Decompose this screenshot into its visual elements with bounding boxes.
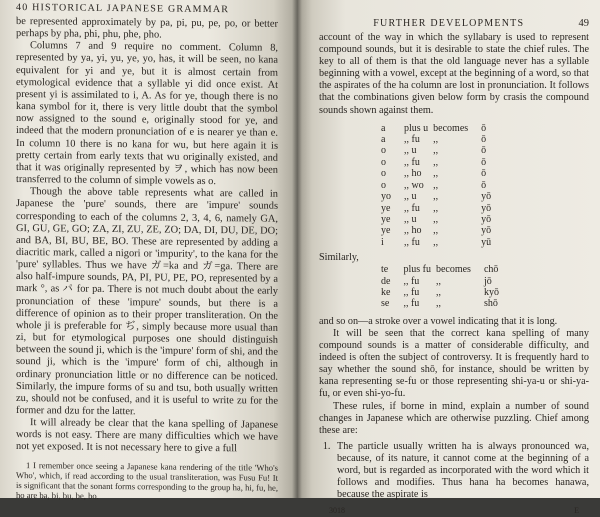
- table-a-cell: o: [381, 179, 386, 191]
- table-a-cell: ye: [381, 213, 391, 225]
- page-footer: [319, 505, 589, 517]
- table-a-cell: ,, fu: [404, 236, 420, 248]
- rule-item-1: 1. The particle usually written ha is always pronounced wa, because, of its nature, it cannot come at the beginning of a word, but is regarded as incorporated with the word which it follows and modifies. Thus hana ha becomes hanawa, because the aspirate is: [333, 441, 589, 501]
- right-intro-paragraph: account of the way in which the syllabary is used to represent compound sounds, but it is desirable to state the chief rules. The key to all of them is that the old language never has a syllable beginning with a vowel, except at the beginning of a word, so that the aspirates of the ha column are lost in pronunciation. It follows that the combinations given below form by crasis the compound sounds shown against them.: [319, 32, 589, 116]
- table-b-cell: chō: [483, 264, 499, 276]
- table-b-cell: ,, fu: [403, 298, 420, 310]
- vowel-combination-table: [381, 123, 496, 248]
- table-a-cell: ,,: [433, 236, 439, 248]
- table-a-row: [381, 214, 496, 225]
- table-a-cell: plus u: [404, 122, 429, 134]
- table-b-cell: ,, fu: [403, 275, 420, 287]
- right-paragraph-after-3: These rules, if borne in mind, explain a number of sound changes in Japanese which are otherwise puzzling. Chief among these are:: [319, 400, 589, 436]
- table-a-cell: o: [381, 156, 386, 168]
- table-a-cell: o: [381, 145, 386, 157]
- table-a-cell: ō: [481, 156, 487, 168]
- table-a-cell: ,, wo: [404, 179, 424, 191]
- right-page: [297, 0, 600, 516]
- table-a-cell: a: [381, 134, 386, 146]
- table-a-row: [381, 237, 496, 248]
- table-a-cell: ,, u: [404, 191, 417, 203]
- table-a-cell: i: [381, 236, 384, 248]
- table-b-cell: kyō: [483, 287, 499, 299]
- left-running-head-text: 40 HISTORICAL JAPANESE GRAMMAR: [16, 2, 230, 16]
- table-a-row: [381, 203, 496, 214]
- table-a-cell: yō: [481, 225, 492, 237]
- footer-letter: E: [574, 506, 579, 516]
- table-a-cell: ,,: [433, 213, 439, 225]
- left-paragraph-1: be represented approximately by pa, pi, pu, pe, po, or better perhaps by pha, phi, phu, phe, pho.: [16, 16, 278, 41]
- table-a-cell: ,,: [433, 202, 439, 214]
- table-a-cell: ō: [481, 145, 487, 157]
- table-b-cell: ,, fu: [403, 287, 420, 299]
- table-a-cell: ,,: [433, 225, 439, 237]
- table-a-row: [381, 191, 496, 202]
- table-b-row: [381, 298, 504, 309]
- table-b-cell: de: [381, 275, 391, 287]
- similarly-label: Similarly,: [319, 252, 359, 264]
- table-b-row: [381, 276, 504, 287]
- table-b-cell: ,,: [435, 287, 441, 299]
- table-b-row: [381, 287, 504, 298]
- table-b-cell: jō: [483, 275, 492, 287]
- table-a-cell: ,, fu: [404, 134, 420, 146]
- table-a-cell: a: [381, 122, 386, 134]
- table-a-row: [381, 180, 496, 191]
- right-paragraph-after-1: and so on—a stroke over a vowel indicating that it is long.: [319, 315, 558, 327]
- table-a-cell: yō: [481, 202, 492, 214]
- table-a-row: [381, 123, 496, 134]
- table-a-cell: ō: [481, 179, 487, 191]
- table-a-cell: ,, fu: [404, 202, 420, 214]
- right-running-head: [319, 18, 589, 32]
- footnote: 1 I remember once seeing a Japanese kana rendering of the title 'Who's Who', which, if read according to the usual transliteration, was Fusu Fu! It is significant that the sonant forms corresponding to the group ha, hi, fu, he, ho are ba, bi, bu, be, bo.: [16, 459, 278, 501]
- table-b-cell: ,,: [435, 298, 441, 310]
- left-paragraph-2: Columns 7 and 9 require no comment. Column 8, represented by ya, yi, yu, ye, yo, has, it will be seen, no kana equivalent for yi and ye, but it is almost certain from etymological evidence that a syllable yi did once exist. At present yi is assimilated to i, A. As for ye, though there is no kana symbol for it, there is very little doubt that the symbol now assigned to the sound e, originally stood for ye, and indeed that the modern pronunciation of e is nearer ye than e. In column 10 there is no kana for wu, but here again it is pretty certain from early texts that wu originally existed, and that it was originally represented by ヲ, which has now been transferred to the column of simple vowels as o.: [16, 40, 278, 188]
- table-b-cell: se: [381, 298, 390, 310]
- table-a-cell: ō: [481, 168, 487, 180]
- table-a-cell: ,,: [433, 156, 439, 168]
- table-b-cell: plus fu: [403, 264, 431, 276]
- table-b-cell: ,,: [435, 275, 441, 287]
- right-running-head-title: FURTHER DEVELOPMENTS: [373, 18, 525, 29]
- rules-list: [319, 441, 589, 501]
- left-paragraph-3: Though the above table represents what are called in Japanese the 'pure' sounds, there are 'impure' sounds corresponding to each of the columns 2, 3, 4, 6, namely GA, GI, GU, GE, GO; ZA, ZI, ZU, ZE, ZO; DA, DI, DU, DE, DO; and BA, BI, BU, BE, BO. These are represented by adding a diacritic mark, called a nigori or 'impurity', to the kana for the 'pure' syllables. Thus we have ガ=ka and ガ=ga. There are also half-impure sounds, PA, PI, PU, PE, PO, represented by a mark °, as パ for pa. There is not much doubt about the early pronunciation of these 'impure' sounds, but there is a difference of opinion as to their proper transliteration. On the whole ji is preferable for ぢ, simply because more usual than zi, but for etymological purposes one should distinguish between the sound ji, which is the 'impure' form of shi, and the sound ji, which is the 'impure' form of chi, although in ordinary pronunciation little or no difference can be noticed. Similarly, the impure forms of su and tsu, both usually written zu, should not be confused, and it is useful to write zu for the former and dzu for the latter.: [16, 186, 278, 418]
- table-a-cell: ,, ho: [404, 168, 422, 180]
- table-a-cell: ,,: [433, 134, 439, 146]
- left-page-text: [16, 2, 278, 502]
- table-b-cell: shō: [483, 298, 498, 310]
- table-a-cell: yū: [481, 236, 492, 248]
- table-a-cell: ,, u: [404, 145, 417, 157]
- table-a-cell: ,, fu: [404, 156, 420, 168]
- table-a-cell: ,,: [433, 168, 439, 180]
- table-a-cell: ,, u: [404, 213, 417, 225]
- table-a-cell: ye: [381, 202, 391, 214]
- table-a-cell: o: [381, 168, 386, 180]
- table-a-row: [381, 225, 496, 236]
- table-a-cell: ō: [481, 122, 487, 134]
- table-b-cell: te: [381, 264, 389, 276]
- table-a-cell: ,,: [433, 179, 439, 191]
- left-page: [0, 0, 297, 501]
- book-gutter: [292, 0, 302, 498]
- page-number: 49: [578, 18, 589, 29]
- table-b-cell: becomes: [435, 264, 471, 276]
- table-a-cell: ,,: [433, 145, 439, 157]
- table-b-row: [381, 264, 504, 275]
- table-a-cell: ye: [381, 225, 391, 237]
- table-a-row: [381, 145, 496, 156]
- table-a-cell: yō: [481, 213, 492, 225]
- table-a-cell: becomes: [433, 122, 469, 134]
- table-a-row: [381, 157, 496, 168]
- table-b-cell: ke: [381, 287, 391, 299]
- right-page-text: [319, 18, 589, 517]
- right-paragraph-after-2: It will be seen that the correct kana spelling of many compound sounds is a matter of considerable difficulty, and indeed is often the subject of controversy. It is frequently hard to say whether the sound shō, for instance, should be written by kana representing se-fu or those representing shi-ya-u or shi-ya-fu, or even shi-yo-fu.: [319, 327, 589, 400]
- consonant-combination-table: [381, 264, 504, 310]
- table-a-cell: ō: [481, 134, 487, 146]
- left-paragraph-4: It will already be clear that the kana spelling of Japanese words is not easy. There are many difficulties which we have not yet exposed. It is not necessary here to give a full: [16, 417, 278, 455]
- footer-signature: 3018: [329, 506, 345, 516]
- table-a-row: [381, 168, 496, 179]
- table-a-cell: ,,: [433, 191, 439, 203]
- table-a-cell: yo: [381, 191, 391, 203]
- table-a-row: [381, 134, 496, 145]
- table-a-cell: ,, ho: [404, 225, 422, 237]
- table-a-cell: yō: [481, 191, 492, 203]
